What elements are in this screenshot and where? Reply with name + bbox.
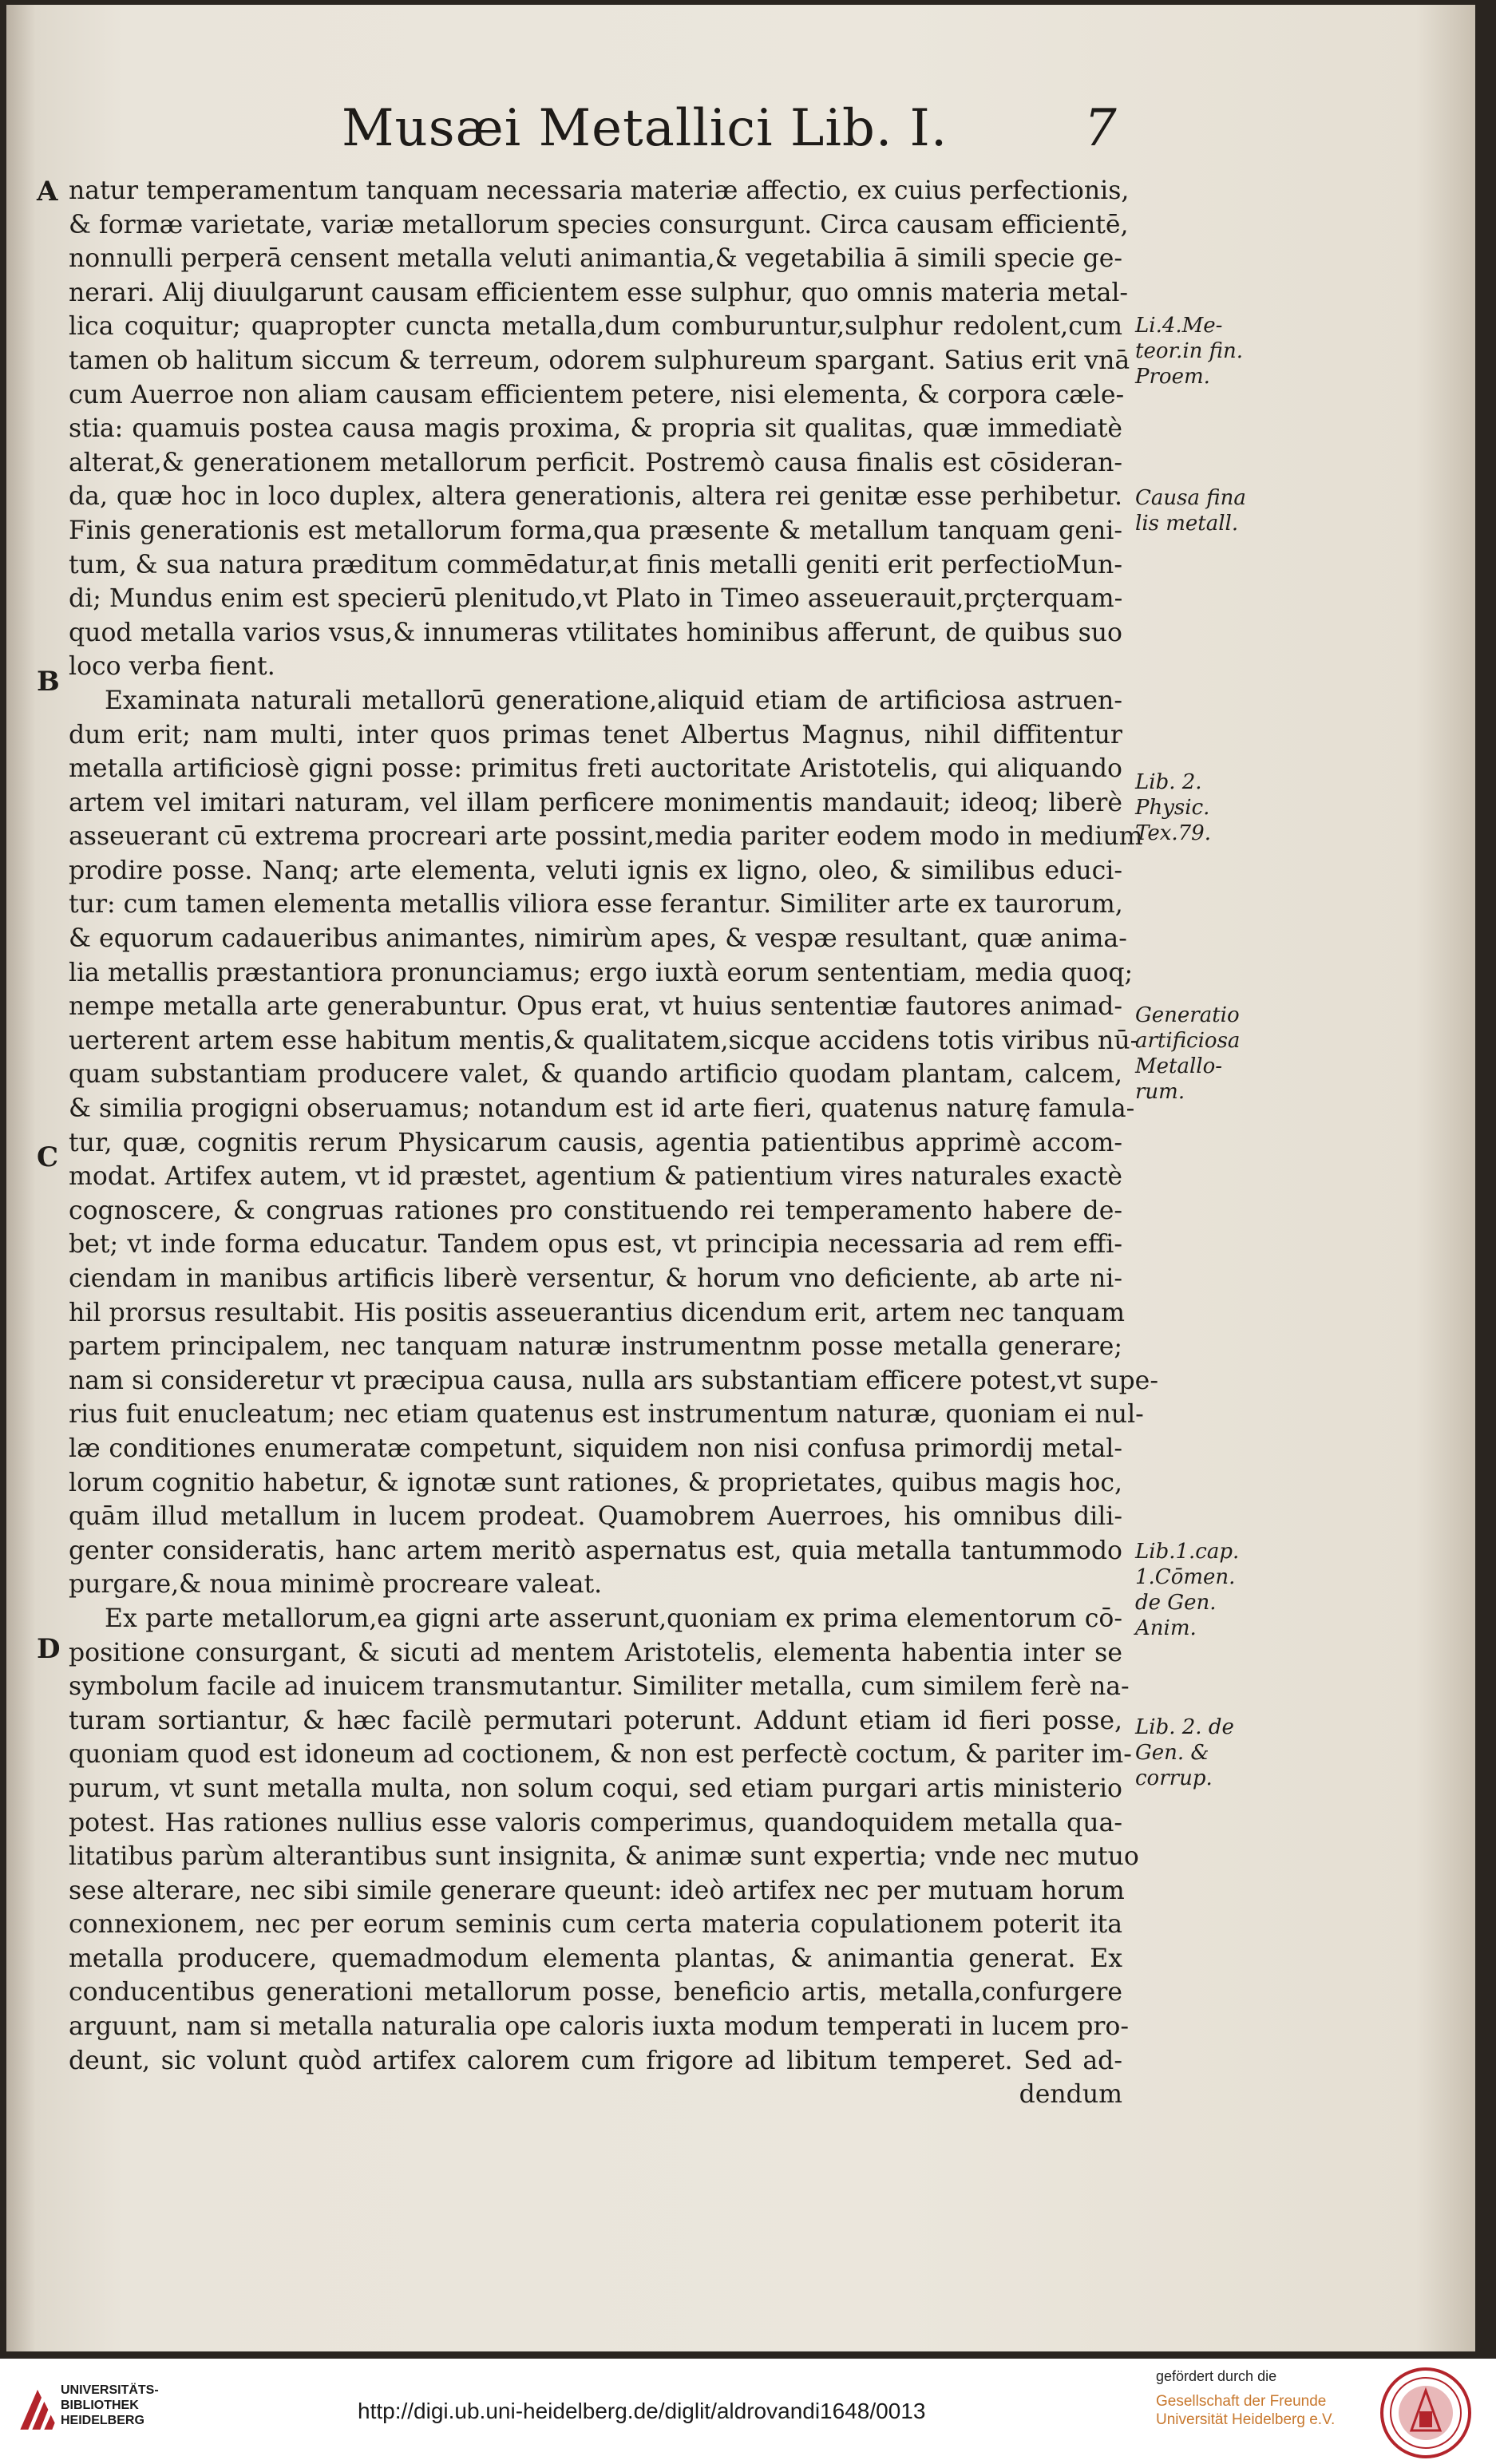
text-line: dendum [1019, 2080, 1122, 2110]
text-line: Finis generationis est metallorum forma,qua præsente & metallum tanquam geni- [69, 516, 1122, 545]
digitization-footer [0, 2359, 1496, 2464]
text-line: genter consideratis, hanc artem meritò aspernatus est, quia metalla tantummodo [69, 1536, 1122, 1565]
body-text [69, 174, 1158, 2112]
library-logo-icon [18, 2384, 57, 2434]
text-line: Examinata naturali metallorū generatione,aliquid etiam de artificiosa astruen- [105, 686, 1122, 715]
text-line: purum, vt sunt metalla multa, non solum coqui, sed etiam purgari artis ministerio [69, 1774, 1122, 1803]
text-line: quod metalla varios vsus,& innumeras vtilitates hominibus afferunt, de quibus suo [69, 618, 1122, 647]
text-line: natur temperamentum tanquam necessaria materiæ affectio, ex cuius perfectionis, [69, 176, 1130, 205]
text-line: arguunt, nam si metalla naturalia ope caloris iuxta modum temperati in lucem pro- [69, 2012, 1130, 2042]
book-page [6, 5, 1475, 2351]
text-line: quoniam quod est idoneum ad coctionem, & non est perfectè coctum, & pariter im- [69, 1740, 1132, 1770]
text-line: turam sortiantur, & hæc facilè permutari poterunt. Addunt etiam id fieri posse, [69, 1706, 1122, 1735]
text-line: quām illud metallum in lucem prodeat. Quamobrem Auerroes, his omnibus dili- [69, 1502, 1122, 1532]
text-line: connexionem, nec per eorum seminis cum certa materia copulationem poterit ita [69, 1910, 1122, 1940]
text-line: nam si consideretur vt præcipua causa, nulla ars substantiam efficere potest,vt supe- [69, 1366, 1158, 1395]
source-url-link[interactable]: http://digi.ub.uni-heidelberg.de/diglit/aldrovandi1648/0013 [358, 2399, 926, 2423]
text-line: lorum cognitio habetur, & ignotæ sunt rationes, & proprietates, quibus magis hoc, [69, 1468, 1122, 1497]
text-line: da, quæ hoc in loco duplex, altera generationis, altera rei genitæ esse perhibetur. [69, 482, 1122, 512]
text-line: uerterent artem esse habitum mentis,& qualitatem,sicque accidens totis viribus nū- [69, 1026, 1139, 1055]
section-letter-d: D [37, 1633, 61, 1665]
text-line: & formæ varietate, variæ metallorum species consurgunt. Circa causam efficientē, [69, 210, 1129, 239]
text-line: nerari. Alij diuulgarunt causam efficientem esse sulphur, quo omnis materia metal- [69, 278, 1129, 307]
folio-number: 7 [1084, 99, 1117, 158]
sponsor-label: gefördert durch die [1156, 2368, 1277, 2384]
text-line: loco verba fient. [69, 652, 275, 682]
text-line: metalla producere, quemadmodum elementa plantas, & animantia generat. Ex [69, 1944, 1122, 1973]
text-line: alterat,& generationem metallorum perficit. Postremò causa finalis est cōsideran- [69, 448, 1122, 477]
marginal-note-gen-corrup: Lib. 2. de Gen. & corrup. [1135, 1715, 1234, 1790]
text-line: lia metallis præstantiora pronunciamus; ergo iuxtà eorum sententiam, media quoq; [69, 958, 1134, 987]
marginal-note-meteor: Li.4.Me- teor.in fin. Proem. [1135, 314, 1244, 389]
text-line: tamen ob halitum siccum & terreum, odorem sulphureum spargant. Satius erit vnā [69, 346, 1130, 375]
text-line: tum, & sua natura præditum commēdatur,at finis metalli geniti erit perfectioMun- [69, 550, 1122, 579]
marginal-note-comment: Lib.1.cap. 1.Cōmen. de Gen. Anim. [1135, 1540, 1240, 1640]
text-line: prodire posse. Nanq; arte elementa, veluti ignis ex ligno, oleo, & similibus educi- [69, 856, 1122, 885]
text-line: læ conditiones enumeratæ competunt, siquidem non nisi confusa primordij metal- [69, 1434, 1122, 1463]
text-line: sese alterare, nec sibi simile generare queunt: ideò artifex nec per mutuam horum [69, 1876, 1125, 1905]
text-line: dum erit; nam multi, inter quos primas tenet Albertus Magnus, nihil diffitentur [69, 720, 1122, 749]
text-line: & equorum cadaueribus animantes, nimirùm apes, & vespæ resultant, quæ anima- [69, 924, 1127, 954]
marginal-note-causa-finalis: Causa fina lis metall. [1135, 486, 1246, 536]
text-line: ciendam in manibus artificis liberè versentur, & horum vno deficiente, ab arte ni- [69, 1264, 1122, 1293]
text-line: bet; vt inde forma educatur. Tandem opus est, vt principia necessaria ad rem effi- [69, 1230, 1122, 1260]
text-line: deunt, sic volunt quòd artifex calorem cum frigore ad libitum temperet. Sed ad- [69, 2046, 1122, 2075]
text-line: nonnulli perperā censent metalla veluti animantia,& vegetabilia ā simili specie ge- [69, 244, 1122, 274]
text-line: tur: cum tamen elementa metallis viliora esse ferantur. Similiter arte ex taurorum, [69, 890, 1123, 920]
section-letter-a: A [37, 176, 58, 208]
text-line: symbolum facile ad inuicem transmutantur. Similiter metalla, cum similem ferè na- [69, 1672, 1130, 1702]
text-line: modat. Artifex autem, vt id præstet, agentium & patientium vires naturales exactè [69, 1162, 1123, 1192]
section-letter-b: B [37, 666, 60, 698]
marginal-note-generatio: Generatio artificiosa Metallo- rum. [1135, 1003, 1241, 1104]
text-line: cum Auerroe non aliam causam efficientem petere, nisi elementa, & corpora cæle- [69, 380, 1125, 409]
text-line: stia: quamuis postea causa magis proxima, & propria sit qualitas, quæ immediatè [69, 414, 1122, 444]
text-line: quam substantiam producere valet, & quando artificio quodam plantam, calcem, [69, 1060, 1122, 1090]
text-line: rius fuit enucleatum; nec etiam quatenus est instrumentum naturæ, quoniam ei nul- [69, 1400, 1144, 1430]
text-line: lica coquitur; quapropter cuncta metalla,dum comburuntur,sulphur redolent,cum [69, 312, 1122, 342]
text-line: nempe metalla arte generabuntur. Opus erat, vt huius sententiæ fautores animad- [69, 992, 1122, 1022]
text-line: potest. Has rationes nullius esse valoris comperimus, quandoquidem metalla qua- [69, 1808, 1122, 1837]
text-line: tur, quæ, cognitis rerum Physicarum causis, agentia patientibus apprimè accom- [69, 1128, 1122, 1157]
text-line: partem principalem, nec tanquam naturæ instrumentnm posse metalla generare; [69, 1332, 1122, 1362]
text-line: conducentibus generationi metallorum posse, beneficio artis, metalla,confurgere [69, 1978, 1122, 2007]
text-line: asseuerant cū extrema procreari arte possint,media pariter eodem modo in medium [69, 822, 1143, 852]
text-line: artem vel imitari naturam, vel illam perficere monimentis mandauit; ideoq; liberè [69, 788, 1122, 817]
sponsor-name: Gesellschaft der Freunde Universität Heidelberg e.V. [1156, 2393, 1336, 2428]
text-line: positione consurgant, & sicuti ad mentem Aristotelis, elementa habentia inter se [69, 1638, 1122, 1667]
text-line: metalla artificiosè gigni posse: primitus freti auctoritate Aristotelis, qui aliquando [69, 754, 1122, 784]
running-title: Musæi Metallici Lib. I. [342, 99, 948, 158]
text-line: cognoscere, & congruas rationes pro constituendo rei temperamento habere de- [69, 1196, 1122, 1225]
marginal-note-physic: Lib. 2. Physic. Tex.79. [1135, 770, 1211, 845]
text-line: Ex parte metallorum,ea gigni arte asserunt,quoniam ex prima elementorum cō- [105, 1604, 1122, 1633]
text-line: purgare,& noua minimè procreare valeat. [69, 1570, 603, 1600]
section-letter-c: C [37, 1141, 59, 1173]
university-seal-icon [1379, 2367, 1472, 2459]
page-header [6, 99, 1475, 163]
text-line: di; Mundus enim est specierū plenitudo,vt Plato in Timeo asseuerauit,prçterquam- [69, 584, 1123, 614]
library-name: UNIVERSITÄTS- BIBLIOTHEK HEIDELBERG [61, 2383, 159, 2427]
text-line: litatibus parùm alterantibus sunt insignita, & animæ sunt expertia; vnde nec mutuo [69, 1842, 1139, 1872]
text-line: & similia progigni obseruamus; notandum est id arte fieri, quatenus naturę famula- [69, 1094, 1135, 1124]
text-line: hil prorsus resultabit. His positis asseuerantius dicendum erit, artem nec tanquam [69, 1298, 1125, 1327]
